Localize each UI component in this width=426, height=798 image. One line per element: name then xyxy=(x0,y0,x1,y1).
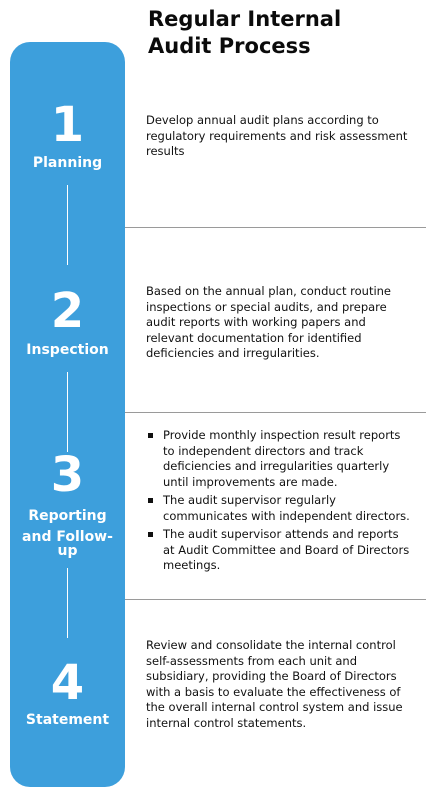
step-1-number: 1 xyxy=(50,97,85,153)
divider-3 xyxy=(125,599,426,600)
square-bullet-icon xyxy=(148,433,153,438)
step-1-description: Develop annual audit plans according to regulatory requirements and risk assessment results xyxy=(146,113,408,158)
step-3-label-line-2: and Follow- xyxy=(22,529,113,545)
step-2-connector xyxy=(67,372,68,452)
step-2-description: Based on the annual plan, conduct routine inspections or special audits, and prepare audit reports with working papers and relevant documentation for identified deficiencies and irregularities. xyxy=(146,284,392,360)
step-2-number: 2 xyxy=(50,283,85,339)
title-line-2: Audit Process xyxy=(148,34,311,58)
step-1-connector xyxy=(67,185,68,265)
divider-1 xyxy=(125,227,426,228)
step-3-number: 3 xyxy=(50,447,85,503)
step-4-label: Statement xyxy=(25,712,110,728)
page-title xyxy=(148,6,418,60)
step-3-label-line-3: up xyxy=(57,543,78,559)
step-1-label: Planning xyxy=(32,155,103,171)
square-bullet-icon xyxy=(148,498,153,503)
square-bullet-icon xyxy=(148,532,153,537)
step-4-description: Review and consolidate the internal control self-assessments from each unit and subsidiary, providing the Board of Directors with a basis to evaluate the effectiveness of the overall internal control system and issue internal control statements. xyxy=(146,638,403,730)
step-3-bullet-list xyxy=(146,428,412,577)
list-item: The audit supervisor attends and reports at Audit Committee and Board of Directors meetings. xyxy=(146,527,412,574)
divider-2 xyxy=(125,412,426,413)
step-3-label xyxy=(10,506,125,562)
step-3-label-line-1: Reporting xyxy=(28,508,107,524)
step-3-connector xyxy=(67,568,68,638)
list-item: Provide monthly inspection result reports to independent directors and track deficiencies and irregularities quarterly until improvements are made. xyxy=(146,428,412,490)
step-2-label: Inspection xyxy=(26,342,109,358)
title-line-1: Regular Internal xyxy=(148,7,342,31)
list-item: The audit supervisor regularly communicates with independent directors. xyxy=(146,493,412,524)
step-4-number: 4 xyxy=(50,655,85,711)
